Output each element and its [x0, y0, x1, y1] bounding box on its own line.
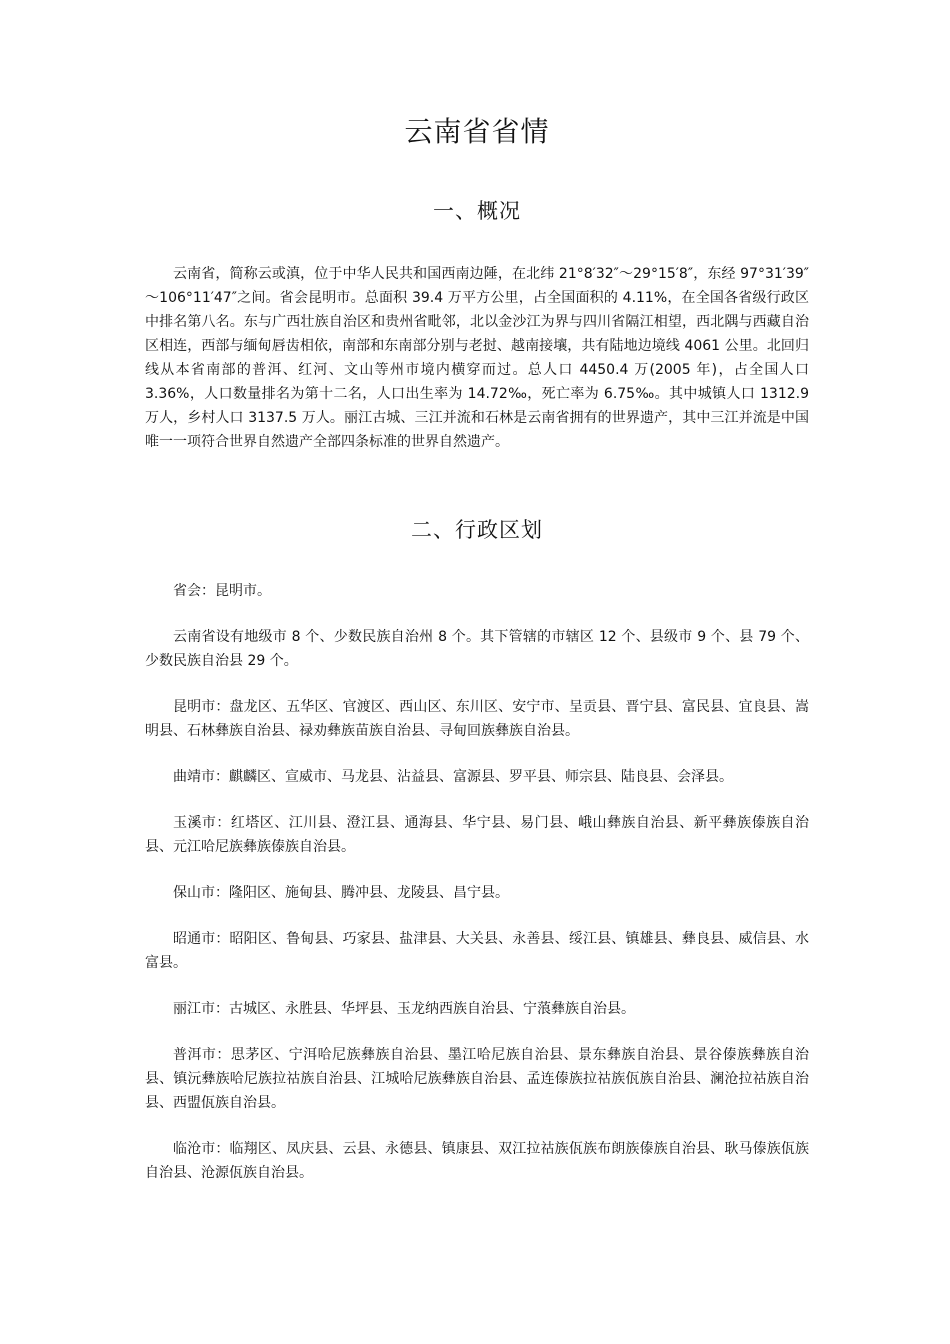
overview-section [145, 262, 809, 454]
yuxi-paragraph: 玉溪市：红塔区、江川县、澄江县、通海县、华宁县、易门县、峨山彝族自治县、新平彝族傣族自治县、元江哈尼族彝族傣族自治县。 [145, 815, 809, 855]
section-heading-overview: 一、概况 [433, 199, 521, 223]
divisions-section [145, 579, 809, 1207]
puer-paragraph: 普洱市：思茅区、宁洱哈尼族彝族自治县、墨江哈尼族自治县、景东彝族自治县、景谷傣族彝族自治县、镇沅彝族哈尼族拉祜族自治县、江城哈尼族彝族自治县、孟连傣族拉祜族佤族自治县、澜沧拉祜族自治县、西盟佤族自治县。 [145, 1047, 809, 1111]
overview-paragraph: 云南省，简称云或滇，位于中华人民共和国西南边陲，在北纬 21°8′32″～29°15′8″，东经 97°31′39″～106°11′47″之间。省会昆明市。总面积 39.4 万平方公里，占全国面积的 4.11%，在全国各省级行政区中排名第八名。东与广西壮族自治区和贵州省毗邻，北以金沙江为界与四川省隔江相望，西北隅与西藏自治区相连，西部与缅甸唇齿相依，南部和东南部分别与老挝、越南接壤，共有陆地边境线 4061 公里。北回归线从本省南部的普洱、红河、文山等州市境内横穿而过。总人口 4450.4 万(2005 年)，占全国人口 3.36%，人口数量排名为第十二名，人口出生率为 14.72‰，死亡率为 6.75‰。其中城镇人口 1312.9 万人，乡村人口 3137.5 万人。丽江古城、三江并流和石林是云南省拥有的世界遗产，其中三江并流是中国唯一一项符合世界自然遗产全部四条标准的世界自然遗产。 [145, 266, 809, 450]
document-title: 云南省省情 [404, 115, 550, 148]
divisions-summary-paragraph: 云南省设有地级市 8 个、少数民族自治州 8 个。其下管辖的市辖区 12 个、县级市 9 个、县 79 个、少数民族自治县 29 个。 [145, 629, 809, 669]
qujing-paragraph: 曲靖市：麒麟区、宣威市、马龙县、沾益县、富源县、罗平县、师宗县、陆良县、会泽县。 [173, 769, 733, 785]
section-heading-divisions: 二、行政区划 [411, 518, 543, 542]
lijiang-paragraph: 丽江市：古城区、永胜县、华坪县、玉龙纳西族自治县、宁蒗彝族自治县。 [173, 1001, 635, 1017]
zhaotong-paragraph: 昭通市：昭阳区、鲁甸县、巧家县、盐津县、大关县、永善县、绥江县、镇雄县、彝良县、威信县、水富县。 [145, 931, 809, 971]
lincang-paragraph: 临沧市：临翔区、凤庆县、云县、永德县、镇康县、双江拉祜族佤族布朗族傣族自治县、耿马傣族佤族自治县、沧源佤族自治县。 [145, 1141, 809, 1181]
baoshan-paragraph: 保山市：隆阳区、施甸县、腾冲县、龙陵县、昌宁县。 [173, 885, 509, 901]
kunming-paragraph: 昆明市：盘龙区、五华区、官渡区、西山区、东川区、安宁市、呈贡县、晋宁县、富民县、宜良县、嵩明县、石林彝族自治县、禄劝彝族苗族自治县、寻甸回族彝族自治县。 [145, 699, 809, 739]
capital-paragraph: 省会：昆明市。 [173, 583, 271, 599]
